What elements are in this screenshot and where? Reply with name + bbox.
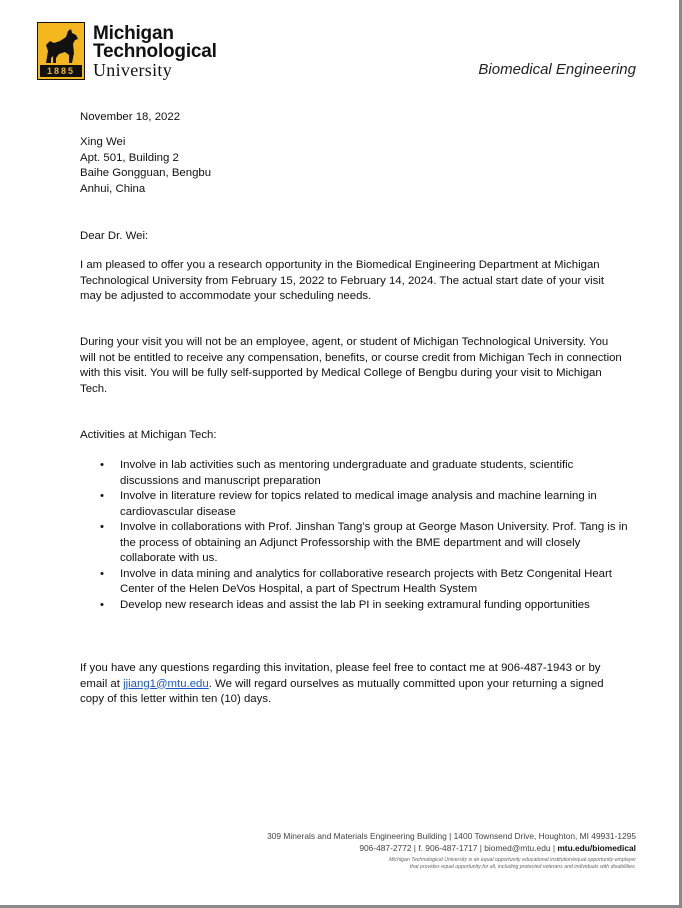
list-item — [100, 520, 630, 567]
bullet-icon: • — [100, 459, 104, 471]
letter-date: November 18, 2022 — [80, 111, 181, 123]
logo-wordmark — [93, 25, 217, 80]
activity-text: Involve in lab activities such as mentoring undergraduate and graduate students, scientific discussions and manuscript preparation — [120, 459, 574, 487]
address-line-street: Baihe Gongguan, Bengbu — [80, 167, 212, 179]
list-item — [100, 567, 630, 598]
footer-contact — [267, 842, 636, 854]
logo-word-university: University — [93, 60, 172, 80]
bullet-icon: • — [100, 598, 104, 611]
closing-text-before: If you have any questions regarding this invitation, please feel free to contact me at 906-487-1943 or by email at — [80, 662, 601, 690]
address-line-region: Anhui, China — [80, 182, 146, 195]
logo-word-michigan: Michigan — [93, 23, 174, 44]
address-line-name: Xing Wei — [80, 136, 126, 148]
email-link[interactable]: jjiang1@mtu.edu — [123, 677, 209, 690]
bullet-icon: • — [100, 521, 104, 533]
recipient-address — [80, 135, 625, 197]
list-item — [100, 489, 630, 520]
logo-husky-mark — [37, 22, 85, 80]
offer-paragraph: I am pleased to offer you a research opportunity in the Biomedical Engineering Department at Michigan Technological University from February 15, 2022 to February 14, 2024. The actual start date of your visit may be adjusted to accommodate your scheduling needs. — [80, 259, 605, 302]
department-name: Biomedical Engineering — [478, 61, 636, 78]
university-logo — [37, 22, 85, 80]
closing-text-after: . We will regard ourselves as mutually committed upon your returning a signed copy of this letter within ten (10) days. — [80, 677, 604, 705]
activities-list — [100, 458, 630, 613]
footer-equal-opportunity-notice — [267, 857, 636, 871]
footer-contact-text: 906-487-2772 | f. 906-487-1717 | biomed@mtu.edu | — [359, 843, 558, 853]
footer-website-link[interactable]: mtu.edu/biomedical — [557, 843, 636, 853]
closing-paragraph — [80, 661, 625, 708]
letterhead-footer — [267, 830, 636, 871]
husky-icon — [38, 25, 84, 67]
terms-paragraph: During your visit you will not be an employee, agent, or student of Michigan Technological University. You will not be entitled to receive any compensation, benefits, or course credit from Michigan Tech in connection with this visit. You will be fully self-supported by Medical College of Bengbu during your visit to Michigan Tech. — [80, 336, 622, 395]
notice-line-1: Michigan Technological University is an equal opportunity educational institution/equal opportunity employer — [389, 857, 636, 863]
logo-year: 1885 — [40, 65, 82, 77]
activity-text: Involve in collaborations with Prof. Jinshan Tang’s group at George Mason University. Prof. Tang is in the process of obtaining an Adjunct Professorship with the BME department and will closely collaborate with us. — [120, 521, 628, 564]
activity-text: Develop new research ideas and assist the lab PI in seeking extramural funding opportunities — [120, 598, 590, 611]
list-item — [100, 458, 630, 489]
logo-word-technological: Technological — [93, 41, 217, 62]
address-line-apartment: Apt. 501, Building 2 — [80, 151, 179, 164]
footer-address: 309 Minerals and Materials Engineering Building | 1400 Townsend Drive, Houghton, MI 49931-1295 — [267, 831, 636, 841]
bullet-icon: • — [100, 490, 104, 502]
bullet-icon: • — [100, 567, 104, 580]
activity-text: Involve in data mining and analytics for collaborative research projects with Betz Congenital Heart Center of the Helen DeVos Hospital, a part of Spectrum Health System — [120, 567, 612, 595]
salutation: Dear Dr. Wei: — [80, 230, 149, 242]
activity-text: Involve in literature review for topics related to medical image analysis and machine learning in cardiovascular disease — [120, 490, 597, 518]
notice-line-2: that provides equal opportunity for all, including protected veterans and individuals with disabilities. — [409, 864, 636, 870]
activities-heading: Activities at Michigan Tech: — [80, 429, 217, 441]
list-item — [100, 598, 630, 614]
